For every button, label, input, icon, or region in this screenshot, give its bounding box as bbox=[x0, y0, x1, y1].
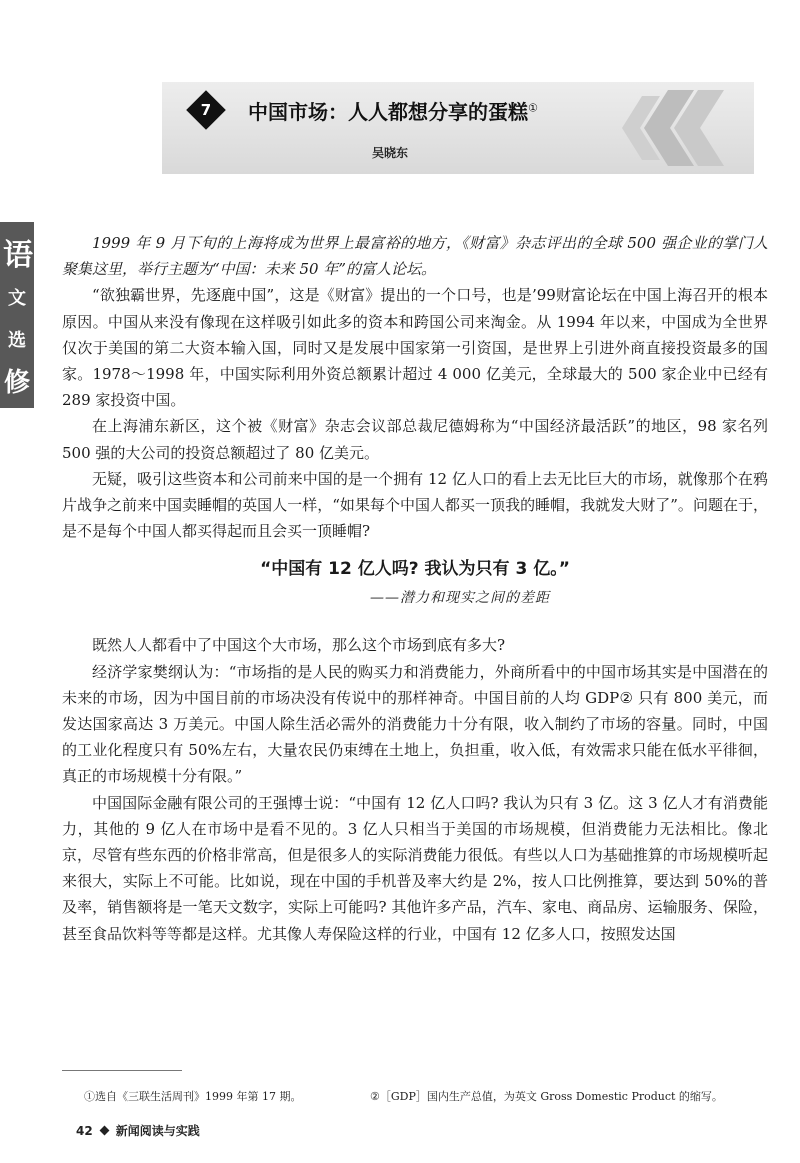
paragraph-1: 1999 年 9 月下旬的上海将成为世界上最富裕的地方，《财富》杂志评出的全球 500 强企业的掌门人聚集这里，举行主题为“中国：未来 50 年”的富人论坛。 bbox=[62, 234, 768, 279]
side-tab bbox=[0, 222, 34, 408]
article-title bbox=[248, 96, 538, 125]
article-body bbox=[62, 230, 768, 947]
chevron-decoration-icon bbox=[612, 90, 732, 166]
chapter-number-badge bbox=[186, 90, 226, 130]
side-tab-char-4: 修 bbox=[3, 368, 30, 398]
paragraph-2: “欲独霸世界，先逐鹿中国”，这是《财富》提出的一个口号，也是’99财富论坛在中国上海召开的根本原因。中国从来没有像现在这样吸引如此多的资本和跨国公司来淘金。从 1994 年以来，中国成为全世界仅次于美国的第二大资本输入国，同时又是发展中国家第一引资国，是世界上引进外商直接投资最多的国家。1978～1998 年，中国实际利用外资总额累计超过 4 000 亿美元，全球最大的 500 家企业中已经有 289 家投资中国。 bbox=[62, 286, 768, 410]
paragraph-7: 中国国际金融有限公司的王强博士说：“中国有 12 亿人口吗? 我认为只有 3 亿。这 3 亿人才有消费能力，其他的 9 亿人在市场中是看不见的。3 亿人只相当于美国的市场规模，但消费能力无法相比。像北京，尽管有些东西的价格非常高，但是很多人的实际消费能力很低。有些以人口为基础推算的市场规模听起来很大，实际上不可能。比如说，现在中国的手机普及率大约是 2%，按人口比例推算，要达到 50%的普及率，销售额将是一笔天文数字，实际上可能吗? 其他许多产品，汽车、家电、商品房、运输服务、保险，甚至食品饮料等等都是这样。尤其像人寿保险这样的行业，中国有 12 亿多人口，按照发达国 bbox=[62, 793, 768, 943]
title-footnote-marker: ① bbox=[528, 101, 538, 115]
section-heading: “中国有 12 亿人吗? 我认为只有 3 亿。” bbox=[260, 559, 570, 580]
paragraph-5: 既然人人都看中了中国这个大市场，那么这个市场到底有多大? bbox=[92, 636, 506, 655]
header-banner bbox=[162, 82, 754, 174]
section-subheading: ——潜力和现实之间的差距 bbox=[370, 590, 550, 607]
diamond-icon bbox=[99, 1126, 109, 1136]
side-tab-char-1: 语 bbox=[3, 238, 33, 273]
paragraph-4: 无疑，吸引这些资本和公司前来中国的是一个拥有 12 亿人口的看上去无比巨大的市场，就像那个在鸦片战争之前来中国卖睡帽的英国人一样，“如果每个中国人都买一顶我的睡帽，我就发大财了”。问题在于，是不是每个中国人都买得起而且会买一顶睡帽? bbox=[62, 469, 768, 541]
footnote-2: ②［GDP］国内生产总值，为英文 Gross Domestic Product 的缩写。 bbox=[370, 1090, 723, 1103]
article-title-text: 中国市场：人人都想分享的蛋糕 bbox=[248, 100, 528, 124]
footnote-1: ①选自《三联生活周刊》1999 年第 17 期。 bbox=[84, 1090, 302, 1103]
footnote-divider bbox=[62, 1070, 182, 1071]
book-title: 新闻阅读与实践 bbox=[115, 1124, 200, 1138]
chapter-number: 7 bbox=[200, 101, 212, 119]
paragraph-3: 在上海浦东新区，这个被《财富》杂志会议部总裁尼德姆称为“中国经济最活跃”的地区，98 家名列 500 强的大公司的投资总额超过了 80 亿美元。 bbox=[62, 417, 768, 462]
page-number: 42 bbox=[76, 1124, 93, 1138]
paragraph-6: 经济学家樊纲认为：“市场指的是人民的购买力和消费能力，外商所看中的中国市场其实是中国潜在的未来的市场，因为中国目前的市场决没有传说中的那样神奇。中国目前的人均 GDP② 只有 800 美元，而发达国家高达 3 万美元。中国人除生活必需外的消费能力十分有限，收入制约了市场的容量。同时，中国的工业化程度只有 50%左右，大量农民仍束缚在土地上，负担重，收入低，有效需求只能在低水平徘徊，真正的市场规模十分有限。” bbox=[62, 662, 768, 786]
side-tab-char-2: 文 bbox=[8, 288, 26, 309]
side-tab-char-3: 选 bbox=[8, 330, 26, 351]
article-author: 吴晓东 bbox=[372, 146, 409, 160]
page-footer bbox=[76, 1122, 200, 1139]
